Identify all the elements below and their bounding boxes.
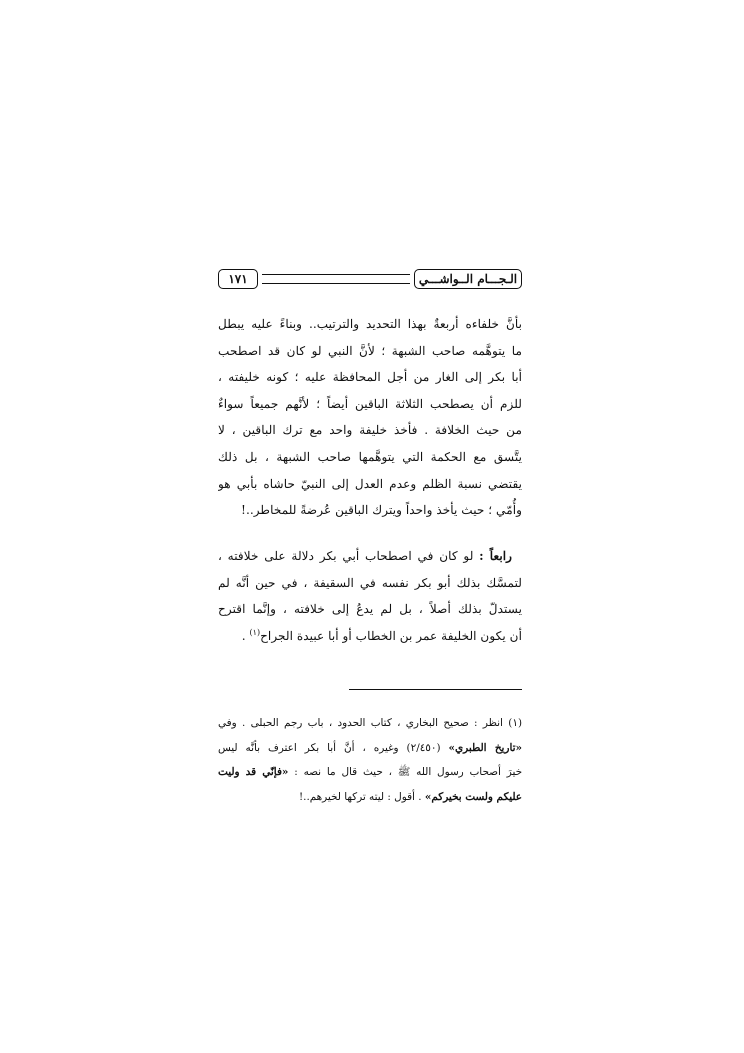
- header-double-rule: [262, 274, 410, 284]
- quote: عليكم ولست بخيركم»: [424, 790, 522, 803]
- text-run: (٢/٤٥٠) وغيره ، أنَّ أبا بكر اعترف بأنَّه ليس: [218, 741, 449, 754]
- text-run: . أقول : ليته تركها لخيرهم..!: [298, 790, 425, 803]
- running-title: الـجـــام الــواشـــي: [414, 269, 522, 289]
- text-line: للزم أن يصطحب الثلاثة الباقين أيضاً ؛ لأنَّهم جميعاً سواءٌ: [218, 396, 522, 411]
- footnote-separator: [349, 689, 522, 690]
- text-line: وأُمّي ؛ حيث يأخذ واحداً ويترك الباقين عُرضةً للمخاطر..!: [241, 503, 522, 518]
- section-lead: رابعاً :: [479, 549, 513, 563]
- footnote-line: (١) انظر : صحيح البخاري ، كتاب الحدود ، باب رجم الحبلى . وفي: [218, 717, 522, 729]
- footnote-line: [218, 736, 522, 761]
- text-line: من حيث الخلافة . فأخذ خليفة واحد مع ترك الباقين ، لا: [218, 423, 522, 438]
- page-header: [218, 269, 522, 291]
- text-line: بأنَّ خلفاءه أربعةٌ بهذا التحديد والترتيب.. وبناءً عليه يبطل: [218, 317, 522, 331]
- text-run: أن يكون الخليفة عمر بن الخطاب أو أبا عبيدة الجراح: [260, 628, 522, 643]
- paragraph-2: [218, 543, 522, 649]
- text-run: خيرَ أصحاب رسول الله ﷺ ، حيث قال ما نصه :: [288, 766, 522, 779]
- text-line: لتمسَّك بذلك أبو بكر نفسه في السقيفة ، في حين أنَّه لم: [218, 575, 522, 590]
- text-line: [218, 543, 522, 570]
- text-line: أبا بكر إلى الغار من أجل المحافظة عليه ؛ كونه خليفته ،: [218, 370, 522, 385]
- footnote: [218, 711, 522, 809]
- text-line: يستدلّ بذلك أصلاً ، بل لم يدعُ إلى خلافته ، وإنَّما اقترح: [218, 602, 522, 617]
- text-run: .: [241, 628, 250, 643]
- text-line: [218, 623, 522, 650]
- text-run: لو كان في اصطحاب أبي بكر دلالة على خلافته ،: [218, 549, 480, 563]
- text-line: يتَّسق مع الحكمة التي يتوهَّمها صاحب الشبهة ، بل ذلك: [218, 449, 522, 464]
- footnote-line: [218, 760, 522, 785]
- quote: «فإنّي قد وليت: [218, 766, 289, 779]
- text-line: ما يتوهَّمه صاحب الشبهة ؛ لأنَّ النبي لو كان قد اصطحب: [218, 343, 522, 358]
- footnote-reference: (١): [249, 627, 261, 637]
- footnote-line: [218, 785, 522, 810]
- text-line: يقتضي نسبة الظلم وعدم العدل إلى النبيّ حاشاه بأبي هو: [218, 476, 522, 491]
- book-title: «تاريخ الطبري»: [448, 741, 522, 754]
- page-number: ١٧١: [218, 269, 258, 289]
- paragraph-1: [218, 311, 522, 524]
